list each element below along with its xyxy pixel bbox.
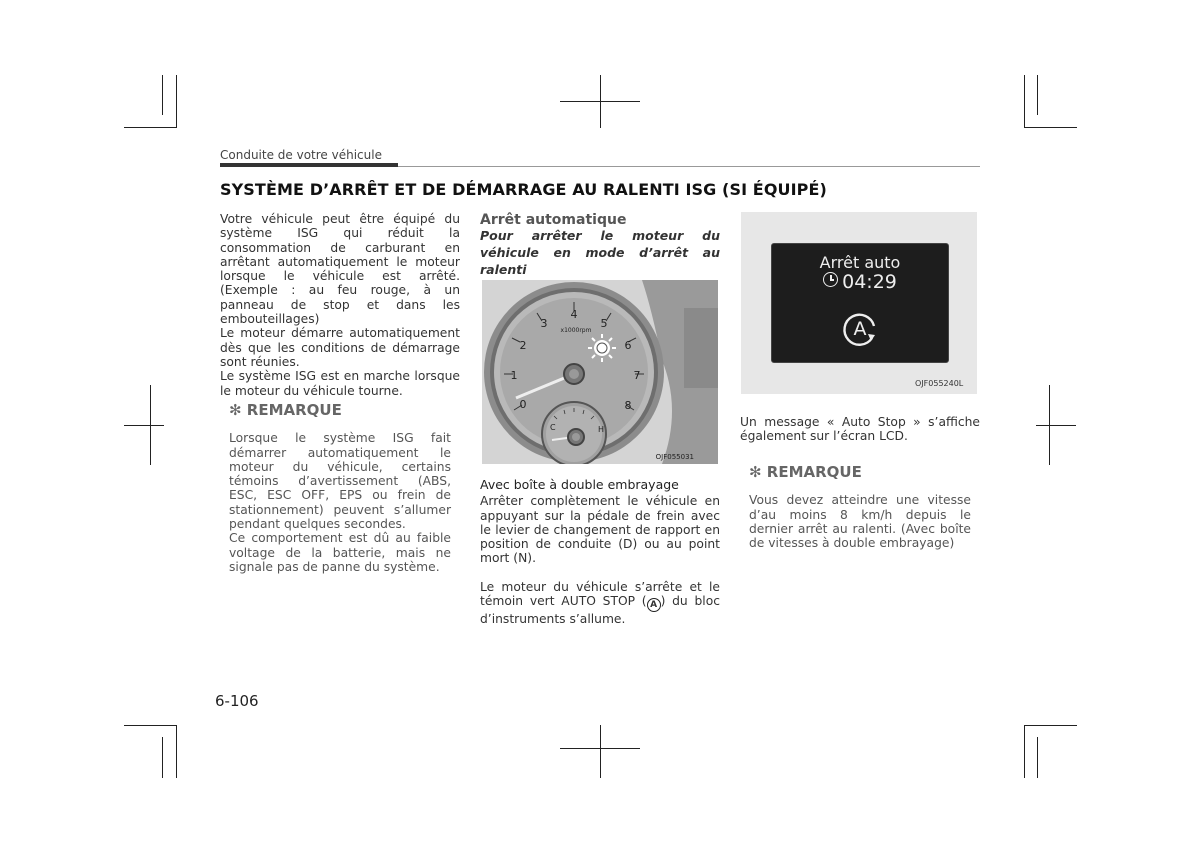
gauge-tick-label: 8 (624, 399, 632, 412)
column-1 (220, 212, 460, 398)
gauge-unit-label: x1000rpm (560, 327, 592, 334)
section-header: Conduite de votre véhicule (220, 148, 382, 162)
remark-paragraph: Lorsque le système ISG fait démarrer automatiquement le moteur du véhicule, certains témoins d’avertissement (ABS, ESC, ESC OFF, EPS ou frein de stationnement) peuvent s’allumer pendant quelques secondes. (229, 431, 451, 532)
gauge-tick-label: 5 (600, 317, 608, 330)
stop-vehicle-paragraph: Arrêter complètement le véhicule en appuyant sur la pédale de frein avec le levier de changement de rapport en position de conduite (D) ou au point mort (N). (480, 494, 720, 566)
auto-stop-paragraph (480, 580, 720, 627)
gauge-tick-label: 3 (540, 317, 548, 330)
isg-active-paragraph: Le système ISG est en marche lorsque le moteur du véhicule tourne. (220, 369, 460, 398)
page-number: 6-106 (215, 692, 259, 710)
column-2-top (480, 213, 720, 278)
lcd-figure (741, 212, 977, 394)
gauge-tick-label: 0 (519, 398, 527, 411)
page-title: SYSTÈME D’ARRÊT ET DE DÉMARRAGE AU RALENTI ISG (SI ÉQUIPÉ) (220, 180, 827, 199)
gauge-tick-label: 4 (570, 308, 578, 321)
rpm-gauge-illustration (482, 280, 718, 464)
gauge-tick-label: 2 (519, 339, 527, 352)
gauge-tick-label: 1 (510, 369, 518, 382)
intro-paragraph: Votre véhicule peut être équipé du système ISG qui réduit la consommation de carburant en arrêtant automatiquement le moteur lorsque le véhicule est arrêté. (Exemple : au feu rouge, à un panneau de stop et dans les embouteillages) (220, 212, 460, 327)
header-rule (398, 166, 980, 167)
remark-box-2 (749, 465, 971, 550)
figure-code: OJF055240L (915, 379, 964, 388)
header-bar (220, 163, 398, 167)
gauge-tick-label: 7 (633, 369, 641, 382)
remark-paragraph: Vous devez atteindre une vitesse d’au moins 8 km/h depuis le dernier arrêt au ralenti. (Avec boîte de vitesses à double embrayage) (749, 493, 971, 551)
lcd-screen (771, 243, 949, 363)
remark-title: ✻ REMARQUE (229, 401, 342, 419)
transmission-heading: Avec boîte à double embrayage (480, 477, 679, 492)
auto-stop-text-b: ) du bloc d’instruments s’allume. (480, 594, 720, 627)
lcd-message-paragraph: Un message « Auto Stop » s’affiche également sur l’écran LCD. (740, 415, 980, 444)
svg-text:A: A (853, 318, 867, 340)
lcd-title: Arrêt auto (819, 253, 901, 272)
auto-stop-text-a: Le moteur du véhicule s’arrête et le témoin vert AUTO STOP ( (480, 579, 720, 609)
temp-hot-label: H (598, 425, 605, 434)
section-subtitle: Arrêt automatique (480, 212, 627, 228)
lcd-time-row (772, 271, 948, 293)
engine-start-paragraph: Le moteur démarre automatiquement dès que les conditions de démarrage sont réunies. (220, 326, 460, 369)
auto-stop-a-icon: A (647, 598, 661, 612)
remark-box-1 (229, 403, 451, 574)
temp-cold-label: C (550, 423, 556, 432)
clock-icon (823, 272, 838, 287)
lcd-time: 04:29 (842, 271, 897, 293)
column-2-bottom (480, 478, 720, 626)
auto-stop-a-icon (840, 308, 880, 348)
cluster-figure (482, 280, 718, 464)
gauge-tick-label: 6 (624, 339, 632, 352)
column-3-body (740, 415, 980, 444)
figure-code: OJF055031 (655, 453, 694, 461)
section-italic-subtitle: Pour arrêter le moteur du véhicule en mode d’arrêt au ralenti (480, 228, 720, 278)
remark-paragraph: Ce comportement est dû au faible voltage de la batterie, mais ne signale pas de panne du système. (229, 531, 451, 574)
remark-title: ✻ REMARQUE (749, 463, 862, 481)
